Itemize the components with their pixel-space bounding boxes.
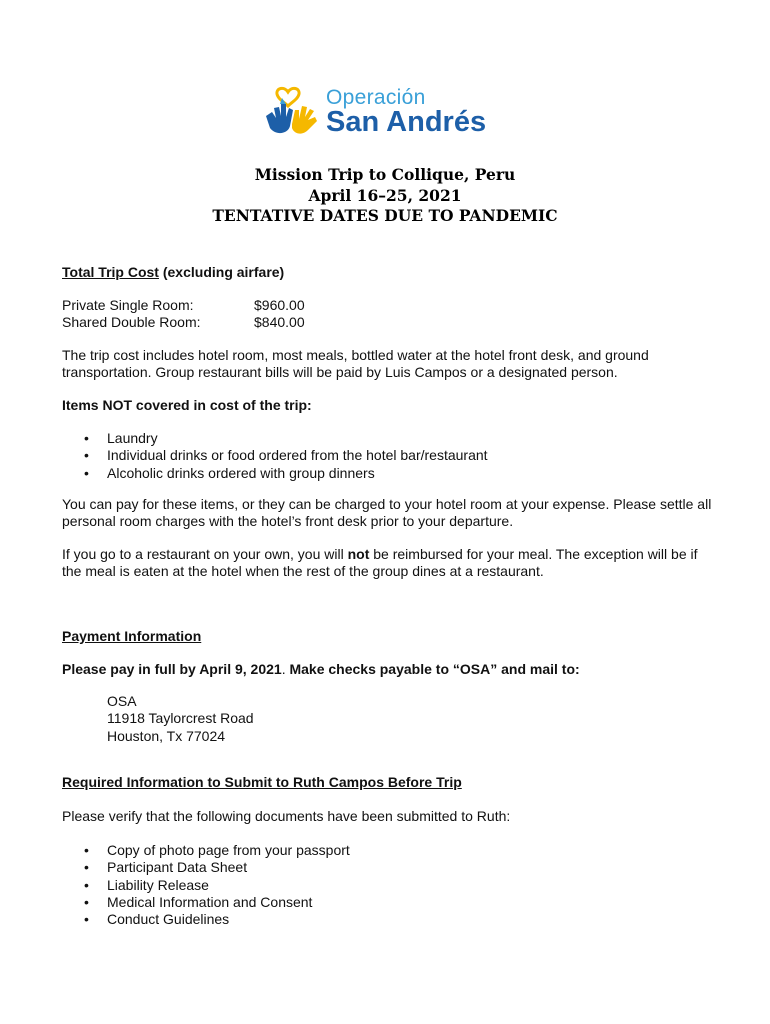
required-heading: Required Information to Submit to Ruth Campos Before Trip bbox=[62, 774, 462, 790]
payment-deadline: Please pay in full by April 9, 2021 bbox=[62, 661, 282, 677]
organization-logo bbox=[262, 86, 492, 142]
cost-row-value: $960.00 bbox=[254, 297, 305, 313]
payment-mail-instruction: Make checks payable to “OSA” and mail to: bbox=[289, 661, 580, 677]
payment-separator: . bbox=[281, 661, 290, 677]
required-list bbox=[62, 842, 712, 928]
restaurant-text-before: If you go to a restaurant on your own, you will bbox=[62, 546, 348, 562]
restaurant-text-bold: not bbox=[347, 546, 370, 562]
logo-text-line1: Operación bbox=[326, 86, 426, 109]
cost-heading bbox=[62, 264, 712, 281]
restaurant-text-after: be reimbursed for your meal. The exception will be if the meal is eaten at the hotel when the rest of the group dines at a restaurant. bbox=[62, 546, 698, 580]
cost-row-label: Private Single Room: bbox=[62, 297, 194, 313]
list-item: • Individual drinks or food ordered from the hotel bar/restaurant bbox=[62, 447, 712, 464]
list-item: • Liability Release bbox=[62, 877, 712, 894]
cost-row-label: Shared Double Room: bbox=[62, 314, 201, 330]
title-line-3: TENTATIVE DATES DUE TO PANDEMIC bbox=[212, 206, 558, 225]
payment-heading: Payment Information bbox=[62, 628, 202, 644]
cost-row-value: $840.00 bbox=[254, 314, 305, 330]
cost-row bbox=[62, 314, 712, 331]
mailing-address bbox=[107, 693, 254, 745]
required-intro: Please verify that the following documents have been submitted to Ruth: bbox=[62, 808, 511, 824]
restaurant-paragraph bbox=[62, 546, 712, 581]
list-item: • Conduct Guidelines bbox=[62, 911, 712, 928]
list-item: • Participant Data Sheet bbox=[62, 859, 712, 876]
list-item: • Alcoholic drinks ordered with group dinners bbox=[62, 465, 712, 482]
address-line: OSA bbox=[107, 693, 137, 709]
list-item: • Medical Information and Consent bbox=[62, 894, 712, 911]
payment-instruction bbox=[62, 661, 712, 678]
title-line-2: April 16–25, 2021 bbox=[308, 185, 462, 205]
cost-heading-rest: (excluding airfare) bbox=[158, 264, 285, 280]
hands-heart-icon bbox=[262, 86, 326, 142]
document-title-block bbox=[0, 165, 770, 227]
title-line-1: Mission Trip to Collique, Peru bbox=[254, 165, 516, 184]
cost-row bbox=[62, 297, 712, 314]
list-item: • Laundry bbox=[62, 430, 712, 447]
cost-includes-paragraph: The trip cost includes hotel room, most meals, bottled water at the hotel front desk, and ground transportation. Group restaurant bills will be paid by Luis Campos or a designated person. bbox=[62, 347, 649, 381]
address-line: 11918 Taylorcrest Road bbox=[107, 710, 254, 727]
list-item: • Copy of photo page from your passport bbox=[62, 842, 712, 859]
not-covered-heading: Items NOT covered in cost of the trip: bbox=[62, 397, 312, 413]
pay-note-paragraph: You can pay for these items, or they can be charged to your hotel room at your expense. Please settle all personal room charges with the hotel’s front desk prior to your departure. bbox=[62, 496, 712, 530]
not-covered-list bbox=[62, 430, 712, 482]
logo-text-line2: San Andrés bbox=[326, 106, 487, 138]
address-line: Houston, Tx 77024 bbox=[107, 727, 226, 744]
cost-heading-underlined: Total Trip Cost bbox=[62, 264, 159, 280]
